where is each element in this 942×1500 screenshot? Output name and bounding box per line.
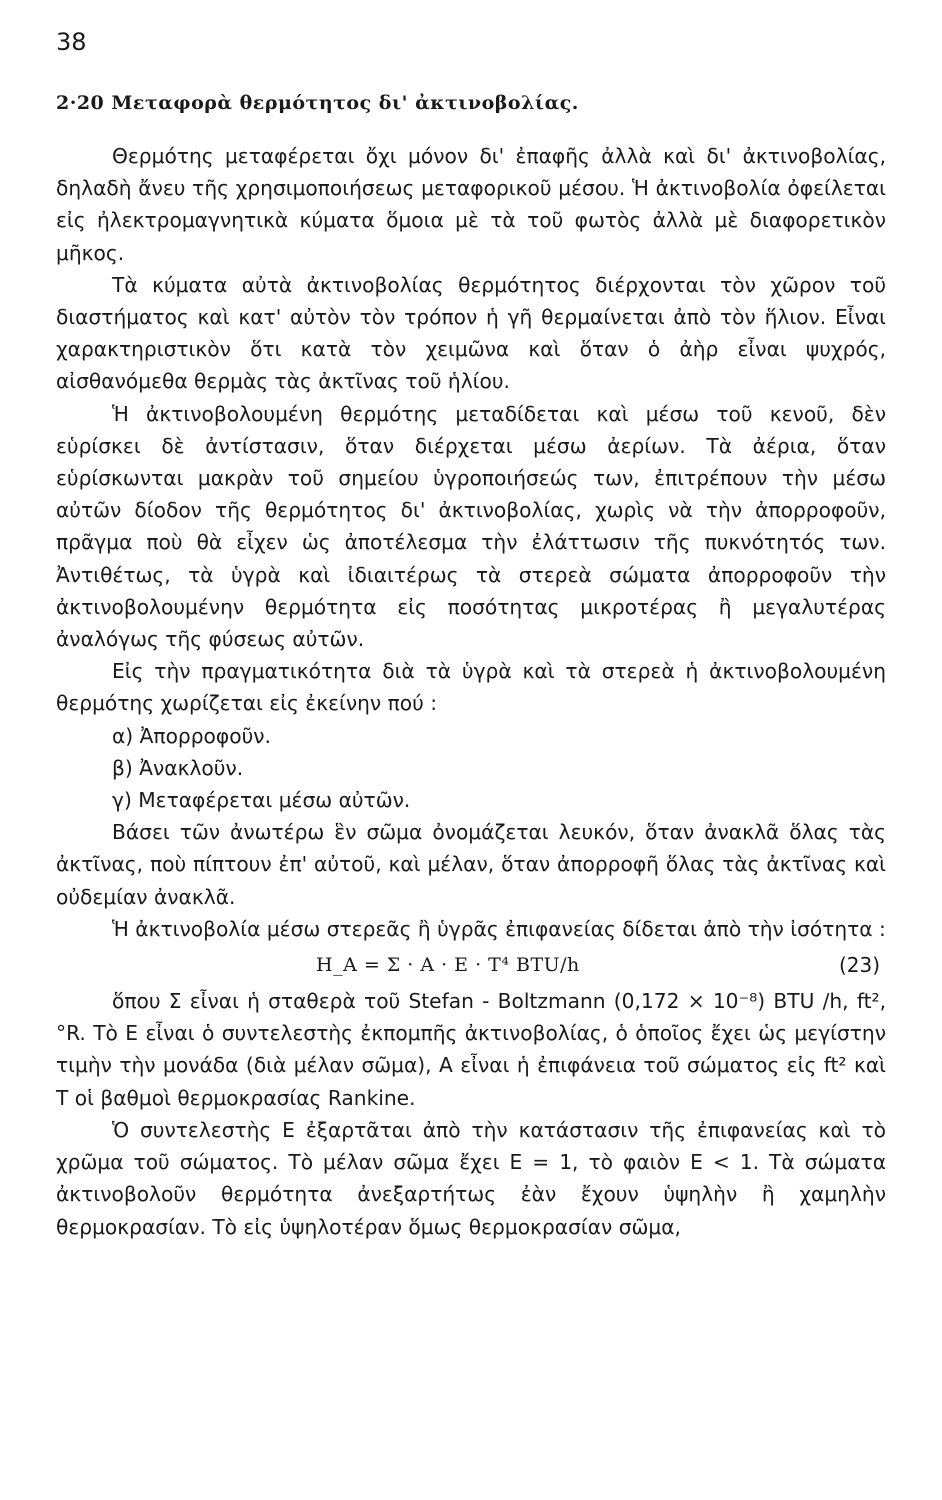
equation-number: (23) bbox=[838, 953, 880, 978]
paragraph: Ἡ ἀκτινοβολία μέσω στερεᾶς ἢ ὑγρᾶς ἐπιφανείας δίδεται ἀπὸ τὴν ἰσότητα : bbox=[112, 916, 886, 941]
list-item: β) Ἀνακλοῦν. bbox=[112, 755, 244, 780]
paragraph: Ὁ συντελεστὴς E ἐξαρτᾶται ἀπὸ τὴν κατάστασιν τῆς ἐπιφανείας καὶ τὸ χρῶμα τοῦ σώματος. Τὸ μέλαν σῶμα ἔχει E = 1, τὸ φαιὸν E < 1. Τὰ σώματα ἀκτινοβολοῦν θερμότητα ἀνεξαρτήτως ἐὰν ἔχουν ὑψηλὴν ἢ χαμηλὴν θερμοκρασίαν. Τὸ εἰς ὑψηλοτέραν ὅμως θερμοκρασίαν σῶμα, bbox=[56, 1117, 886, 1239]
paragraph: ὅπου Σ εἶναι ἡ σταθερὰ τοῦ Stefan - Boltzmann (0,172 × 10⁻⁸) BTU /h, ft², °R. Τὸ E εἶναι ὁ συντελεστὴς ἐκπομπῆς ἀκτινοβολίας, ὁ ὁποῖος ἔχει ὡς μεγίστην τιμὴν τὴν μονάδα (διὰ μέλαν σῶμα), A εἶναι ἡ ἐπιφάνεια τοῦ σώματος εἰς ft² καὶ T οἱ βαθμοὶ θερμοκρασίας Rankine. bbox=[56, 989, 886, 1110]
paragraph: Ἡ ἀκτινοβολουμένη θερμότης μεταδίδεται καὶ μέσω τοῦ κενοῦ, δὲν εὑρίσκει δὲ ἀντίστασιν, ὅταν διέρχεται μέσω ἀερίων. Τὰ ἀέρια, ὅταν εὑρίσκωνται μακρὰν τοῦ σημείου ὑγροποιήσεώς των, ἐπιτρέπουν τὴν μέσω αὐτῶν δίοδον τῆς θερμότητος δι' ἀκτινοβολίας, χωρὶς νὰ τὴν ἀπορροφοῦν, πρᾶγμα ποὺ θὰ εἶχεν ὡς ἀποτέλεσμα τὴν ἐλάττωσιν τῆς πυκνότητός των. Ἀντιθέτως, τὰ ὑγρὰ καὶ ἰδιαιτέρως τὰ στερεὰ σώματα ἀπορροφοῦν τὴν ἀκτινοβολουμένην θερμότητα εἰς ποσότητας μικροτέρας ἢ μεγαλυτέρας ἀναλόγως τῆς φύσεως αὐτῶν. bbox=[56, 401, 886, 652]
paragraph: Θερμότης μεταφέρεται ὄχι μόνον δι' ἐπαφῆς ἀλλὰ καὶ δι' ἀκτινοβολίας, δηλαδὴ ἄνευ τῆς χρησιμοποιήσεως μεταφορικοῦ μέσου. Ἡ ἀκτινοβολία ὀφείλεται εἰς ἠλεκτρομαγνητικὰ κύματα ὅμοια μὲ τὰ τοῦ φωτὸς ἀλλὰ μὲ διαφορετικὸν μῆκος. bbox=[56, 144, 886, 265]
paragraph: Εἰς τὴν πραγματικότητα διὰ τὰ ὑγρὰ καὶ τὰ στερεὰ ἡ ἀκτινοβολουμένη θερμότης χωρίζεται εἰς ἐκείνην πού : bbox=[56, 659, 886, 716]
list-item: γ) Μεταφέρεται μέσω αὐτῶν. bbox=[112, 788, 411, 813]
list-item: α) Ἀπορροφοῦν. bbox=[112, 723, 271, 748]
body-text bbox=[56, 140, 886, 1243]
page-number: 38 bbox=[56, 28, 87, 56]
equation-formula: H_A = Σ · A · E · T⁴ BTU/h bbox=[316, 954, 580, 977]
paragraph: Βάσει τῶν ἀνωτέρω ἓν σῶμα ὀνομάζεται λευκόν, ὅταν ἀνακλᾶ ὅλας τὰς ἀκτῖνας, ποὺ πίπτουν ἐπ' αὐτοῦ, καὶ μέλαν, ὅταν ἀπορροφῆ ὅλας τὰς ἀκτῖνας καὶ οὐδεμίαν ἀνακλᾶ. bbox=[56, 820, 886, 909]
section-heading: 2·20 Μεταφορὰ θερμότητος δι' ἀκτινοβολίας. bbox=[56, 92, 579, 114]
equation bbox=[56, 945, 886, 985]
paragraph: Τὰ κύματα αὐτὰ ἀκτινοβολίας θερμότητος διέρχονται τὸν χῶρον τοῦ διαστήματος καὶ κατ' αὐτὸν τὸν τρόπον ἡ γῆ θερμαίνεται ἀπὸ τὸν ἥλιον. Εἶναι χαρακτηριστικὸν ὅτι κατὰ τὸν χειμῶνα καὶ ὅταν ὁ ἀὴρ εἶναι ψυχρός, αἰσθανόμεθα θερμὰς τὰς ἀκτῖνας τοῦ ἡλίου. bbox=[56, 272, 886, 394]
